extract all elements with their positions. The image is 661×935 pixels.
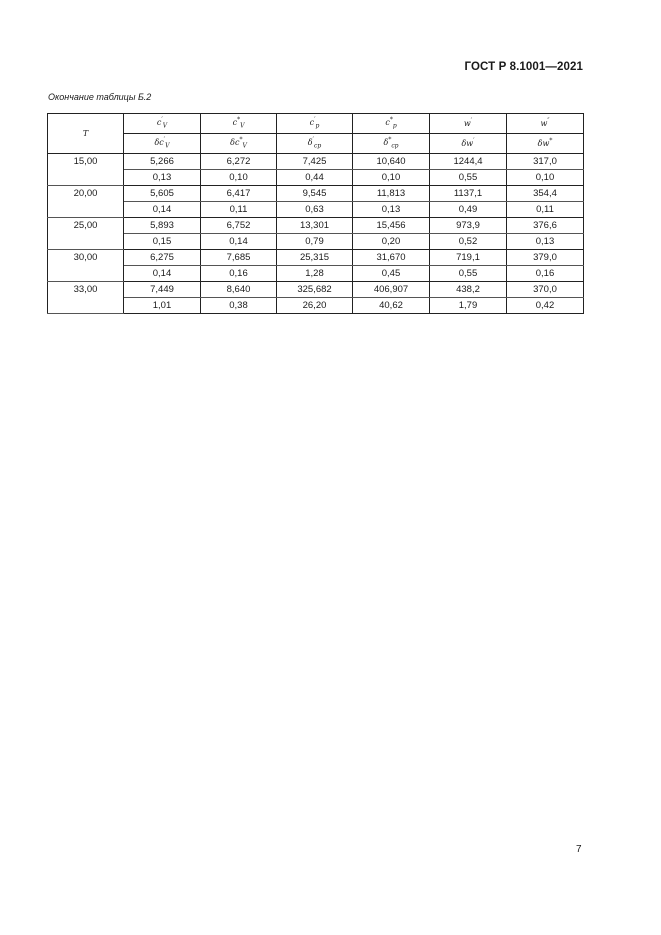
- value-cell: 5,605: [124, 186, 201, 202]
- header-unc-3-symbol: [383, 136, 399, 150]
- value-cell: 10,640: [353, 154, 430, 170]
- uncertainty-cell: 40,62: [353, 298, 430, 314]
- header-unc-3-base: δ: [383, 138, 389, 148]
- table-row-uncertainty: [48, 202, 584, 218]
- header-value-3-symbol: [385, 116, 397, 130]
- header-unc-0-sup: ′: [163, 136, 166, 144]
- uncertainty-cell: 0,10: [353, 170, 430, 186]
- header-value-4-base: w: [463, 119, 471, 129]
- header-value-0-symbol: [156, 116, 168, 130]
- table-row-uncertainty: [48, 298, 584, 314]
- header-unc-5-symbol: [538, 139, 553, 148]
- table-row: [48, 218, 584, 234]
- header-value-1: [201, 114, 277, 134]
- value-cell: 15,456: [353, 218, 430, 234]
- table-row-uncertainty: [48, 266, 584, 282]
- uncertainty-cell: 0,52: [430, 234, 507, 250]
- header-value-2-sup: ′: [314, 116, 316, 124]
- header-unc-2-symbol: [307, 136, 322, 150]
- uncertainty-cell: 0,63: [277, 202, 353, 218]
- header-unc-5-sup: *: [549, 137, 553, 145]
- header-value-3-sub: p: [392, 122, 397, 130]
- uncertainty-cell: 0,10: [507, 170, 584, 186]
- table-caption: Окончание таблицы Б.2: [48, 92, 152, 102]
- header-unc-5-base: δw: [537, 139, 550, 149]
- header-unc-4-base: δw: [461, 139, 474, 149]
- header-value-1-sup: *: [237, 116, 241, 124]
- header-value-1-base: c: [232, 118, 238, 128]
- table-header: [48, 114, 584, 154]
- temperature-cell: 25,00: [48, 218, 124, 250]
- value-cell: 1137,1: [430, 186, 507, 202]
- temperature-cell: 30,00: [48, 250, 124, 282]
- uncertainty-cell: 1,01: [124, 298, 201, 314]
- header-unc-1: [201, 134, 277, 154]
- header-unc-2-sup: ′: [312, 136, 314, 144]
- value-cell: 7,425: [277, 154, 353, 170]
- value-cell: 5,266: [124, 154, 201, 170]
- value-cell: 11,813: [353, 186, 430, 202]
- header-value-3: [353, 114, 430, 134]
- header-unc-0-base: δc: [154, 138, 164, 148]
- header-value-1-symbol: [232, 116, 245, 130]
- value-cell: 379,0: [507, 250, 584, 266]
- uncertainty-cell: 0,10: [201, 170, 277, 186]
- uncertainty-cell: 0,55: [430, 266, 507, 282]
- uncertainty-cell: 0,13: [124, 170, 201, 186]
- header-value-2-sub: p: [315, 122, 320, 130]
- header-unc-1-base: δc: [230, 138, 240, 148]
- header-unc-4: [430, 134, 507, 154]
- uncertainty-cell: 26,20: [277, 298, 353, 314]
- uncertainty-cell: 0,20: [353, 234, 430, 250]
- value-cell: 1244,4: [430, 154, 507, 170]
- value-cell: 6,752: [201, 218, 277, 234]
- value-cell: 317,0: [507, 154, 584, 170]
- uncertainty-cell: 0,15: [124, 234, 201, 250]
- header-unc-0: [124, 134, 201, 154]
- header-value-2-base: c: [309, 118, 315, 128]
- header-value-5: [507, 114, 584, 134]
- uncertainty-cell: 0,14: [124, 266, 201, 282]
- header-unc-0-symbol: [154, 136, 170, 150]
- value-cell: 6,272: [201, 154, 277, 170]
- header-unc-0-sub: V: [165, 142, 170, 150]
- uncertainty-cell: 0,14: [201, 234, 277, 250]
- header-value-4-sup: ′: [470, 117, 473, 125]
- uncertainty-cell: 0,55: [430, 170, 507, 186]
- header-value-1-sub: V: [240, 122, 245, 130]
- header-value-0-base: c: [156, 118, 162, 128]
- uncertainty-cell: 0,49: [430, 202, 507, 218]
- uncertainty-cell: 0,14: [124, 202, 201, 218]
- uncertainty-cell: 1,79: [430, 298, 507, 314]
- table-body: [48, 154, 584, 314]
- page-number: 7: [576, 844, 582, 855]
- temperature-cell: 15,00: [48, 154, 124, 186]
- value-cell: 6,417: [201, 186, 277, 202]
- header-unc-5: [507, 134, 584, 154]
- header-value-4-symbol: [464, 119, 472, 128]
- uncertainty-cell: 1,28: [277, 266, 353, 282]
- value-cell: 438,2: [430, 282, 507, 298]
- value-cell: 7,685: [201, 250, 277, 266]
- uncertainty-cell: 0,13: [507, 234, 584, 250]
- value-cell: 13,301: [277, 218, 353, 234]
- header-unc-1-sub: V: [242, 142, 247, 150]
- header-unc-4-symbol: [461, 139, 474, 148]
- value-cell: 5,893: [124, 218, 201, 234]
- table-row-uncertainty: [48, 170, 584, 186]
- value-cell: 719,1: [430, 250, 507, 266]
- temperature-cell: 33,00: [48, 282, 124, 314]
- value-cell: 25,315: [277, 250, 353, 266]
- table-row: [48, 250, 584, 266]
- header-unc-2: [277, 134, 353, 154]
- table-row: [48, 186, 584, 202]
- header-value-2: [277, 114, 353, 134]
- header-unc-3: [353, 134, 430, 154]
- value-cell: 406,907: [353, 282, 430, 298]
- header-value-5-sup: ″: [547, 117, 550, 125]
- uncertainty-cell: 0,45: [353, 266, 430, 282]
- uncertainty-cell: 0,79: [277, 234, 353, 250]
- uncertainty-cell: 0,42: [507, 298, 584, 314]
- header-value-3-base: c: [385, 118, 390, 128]
- header-value-5-symbol: [540, 119, 549, 128]
- uncertainty-cell: 0,11: [507, 202, 584, 218]
- data-table: [47, 113, 584, 314]
- header-unc-1-symbol: [230, 136, 247, 150]
- table-row: [48, 154, 584, 170]
- header-value-2-symbol: [309, 116, 320, 130]
- header-value-5-base: w: [540, 119, 548, 129]
- table-row: [48, 282, 584, 298]
- header-row-values: [48, 114, 584, 134]
- value-cell: 370,0: [507, 282, 584, 298]
- header-value-3-sup: *: [389, 116, 393, 124]
- uncertainty-cell: 0,44: [277, 170, 353, 186]
- header-unc-2-sub: cp: [314, 142, 322, 150]
- header-unc-2-base: δ: [307, 138, 313, 148]
- header-value-0: [124, 114, 201, 134]
- value-cell: 9,545: [277, 186, 353, 202]
- value-cell: 31,670: [353, 250, 430, 266]
- uncertainty-cell: 0,13: [353, 202, 430, 218]
- uncertainty-cell: 0,11: [201, 202, 277, 218]
- value-cell: 8,640: [201, 282, 277, 298]
- header-row-uncertainty: [48, 134, 584, 154]
- value-cell: 973,9: [430, 218, 507, 234]
- temperature-cell: 20,00: [48, 186, 124, 218]
- header-unc-3-sup: *: [388, 136, 392, 144]
- uncertainty-cell: 0,16: [201, 266, 277, 282]
- document-header: ГОСТ Р 8.1001—2021: [464, 61, 583, 73]
- table-row-uncertainty: [48, 234, 584, 250]
- value-cell: 325,682: [277, 282, 353, 298]
- value-cell: 7,449: [124, 282, 201, 298]
- header-value-4: [430, 114, 507, 134]
- uncertainty-cell: 0,38: [201, 298, 277, 314]
- header-unc-1-sup: *: [239, 136, 243, 144]
- header-unc-4-sup: ′: [473, 137, 475, 145]
- header-value-0-sub: V: [162, 122, 168, 130]
- value-cell: 376,6: [507, 218, 584, 234]
- header-value-0-sup: ′: [161, 116, 163, 124]
- value-cell: 354,4: [507, 186, 584, 202]
- header-temperature: T: [48, 114, 124, 154]
- value-cell: 6,275: [124, 250, 201, 266]
- header-unc-3-sub: cp: [391, 142, 399, 150]
- uncertainty-cell: 0,16: [507, 266, 584, 282]
